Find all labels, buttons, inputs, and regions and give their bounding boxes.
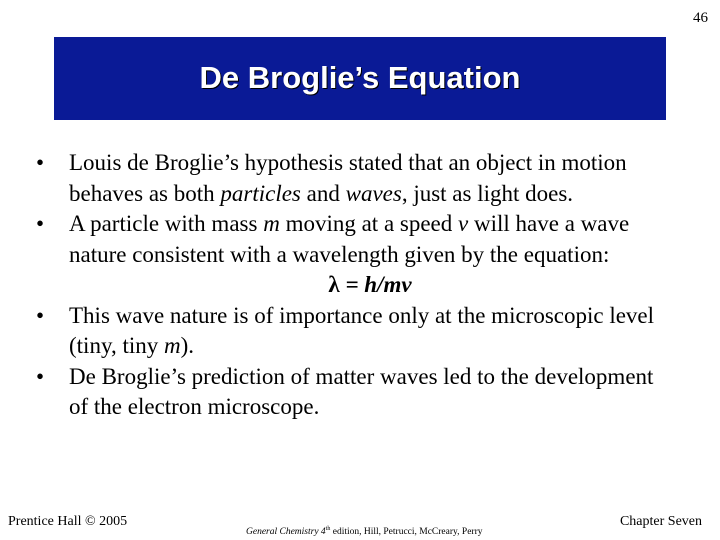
bullet-text: This wave nature is of importance only at the microscopic level (tiny, tiny — [69, 302, 655, 358]
footer-chapter: Chapter Seven — [619, 514, 702, 529]
bullet-marker: • — [35, 211, 45, 236]
slide-title: De Broglie’s Equation — [199, 59, 521, 95]
footer-authors: edition, Hill, Petrucci, McCreary, Perry — [330, 527, 483, 538]
de-broglie-equation — [30, 270, 670, 301]
bullet-text: A particle with mass — [69, 211, 264, 236]
emphasis-particles: particles — [220, 180, 301, 206]
bullet-list — [30, 148, 670, 423]
emphasis-mass: m — [263, 211, 280, 236]
bullet-item — [30, 362, 670, 423]
bullet-text: , just as light does. — [401, 180, 574, 206]
title-banner — [54, 37, 666, 120]
footer-citation — [246, 526, 483, 537]
bullet-marker: • — [35, 150, 45, 175]
footer-edition-sup: th — [325, 526, 331, 532]
bullet-item — [30, 209, 670, 270]
bullet-text: will have a wave nature consistent with a wavelength given by the equation: — [69, 211, 630, 267]
bullet-text: De Broglie’s prediction of matter waves led to the development of the electron microscope. — [69, 363, 654, 419]
footer-book-title: General Chemistry 4 — [246, 527, 326, 538]
footer-publisher: Prentice Hall © 2005 — [8, 514, 128, 529]
equation-rhs: = h/mv — [339, 272, 412, 297]
bullet-text: and — [300, 180, 346, 206]
lambda-symbol: λ — [328, 272, 340, 297]
bullet-item — [30, 148, 670, 209]
bullet-item — [30, 301, 670, 362]
bullet-text: ). — [180, 333, 195, 358]
emphasis-waves: waves — [345, 180, 402, 206]
page-number: 46 — [693, 10, 708, 26]
bullet-text: Louis de Broglie’s hypothesis stated that an object in motion behaves as both — [69, 150, 627, 206]
bullet-text: moving at a speed — [279, 211, 459, 236]
emphasis-speed: v — [458, 211, 469, 236]
emphasis-mass: m — [163, 333, 181, 358]
bullet-marker: • — [35, 302, 45, 328]
bullet-marker: • — [35, 363, 45, 389]
